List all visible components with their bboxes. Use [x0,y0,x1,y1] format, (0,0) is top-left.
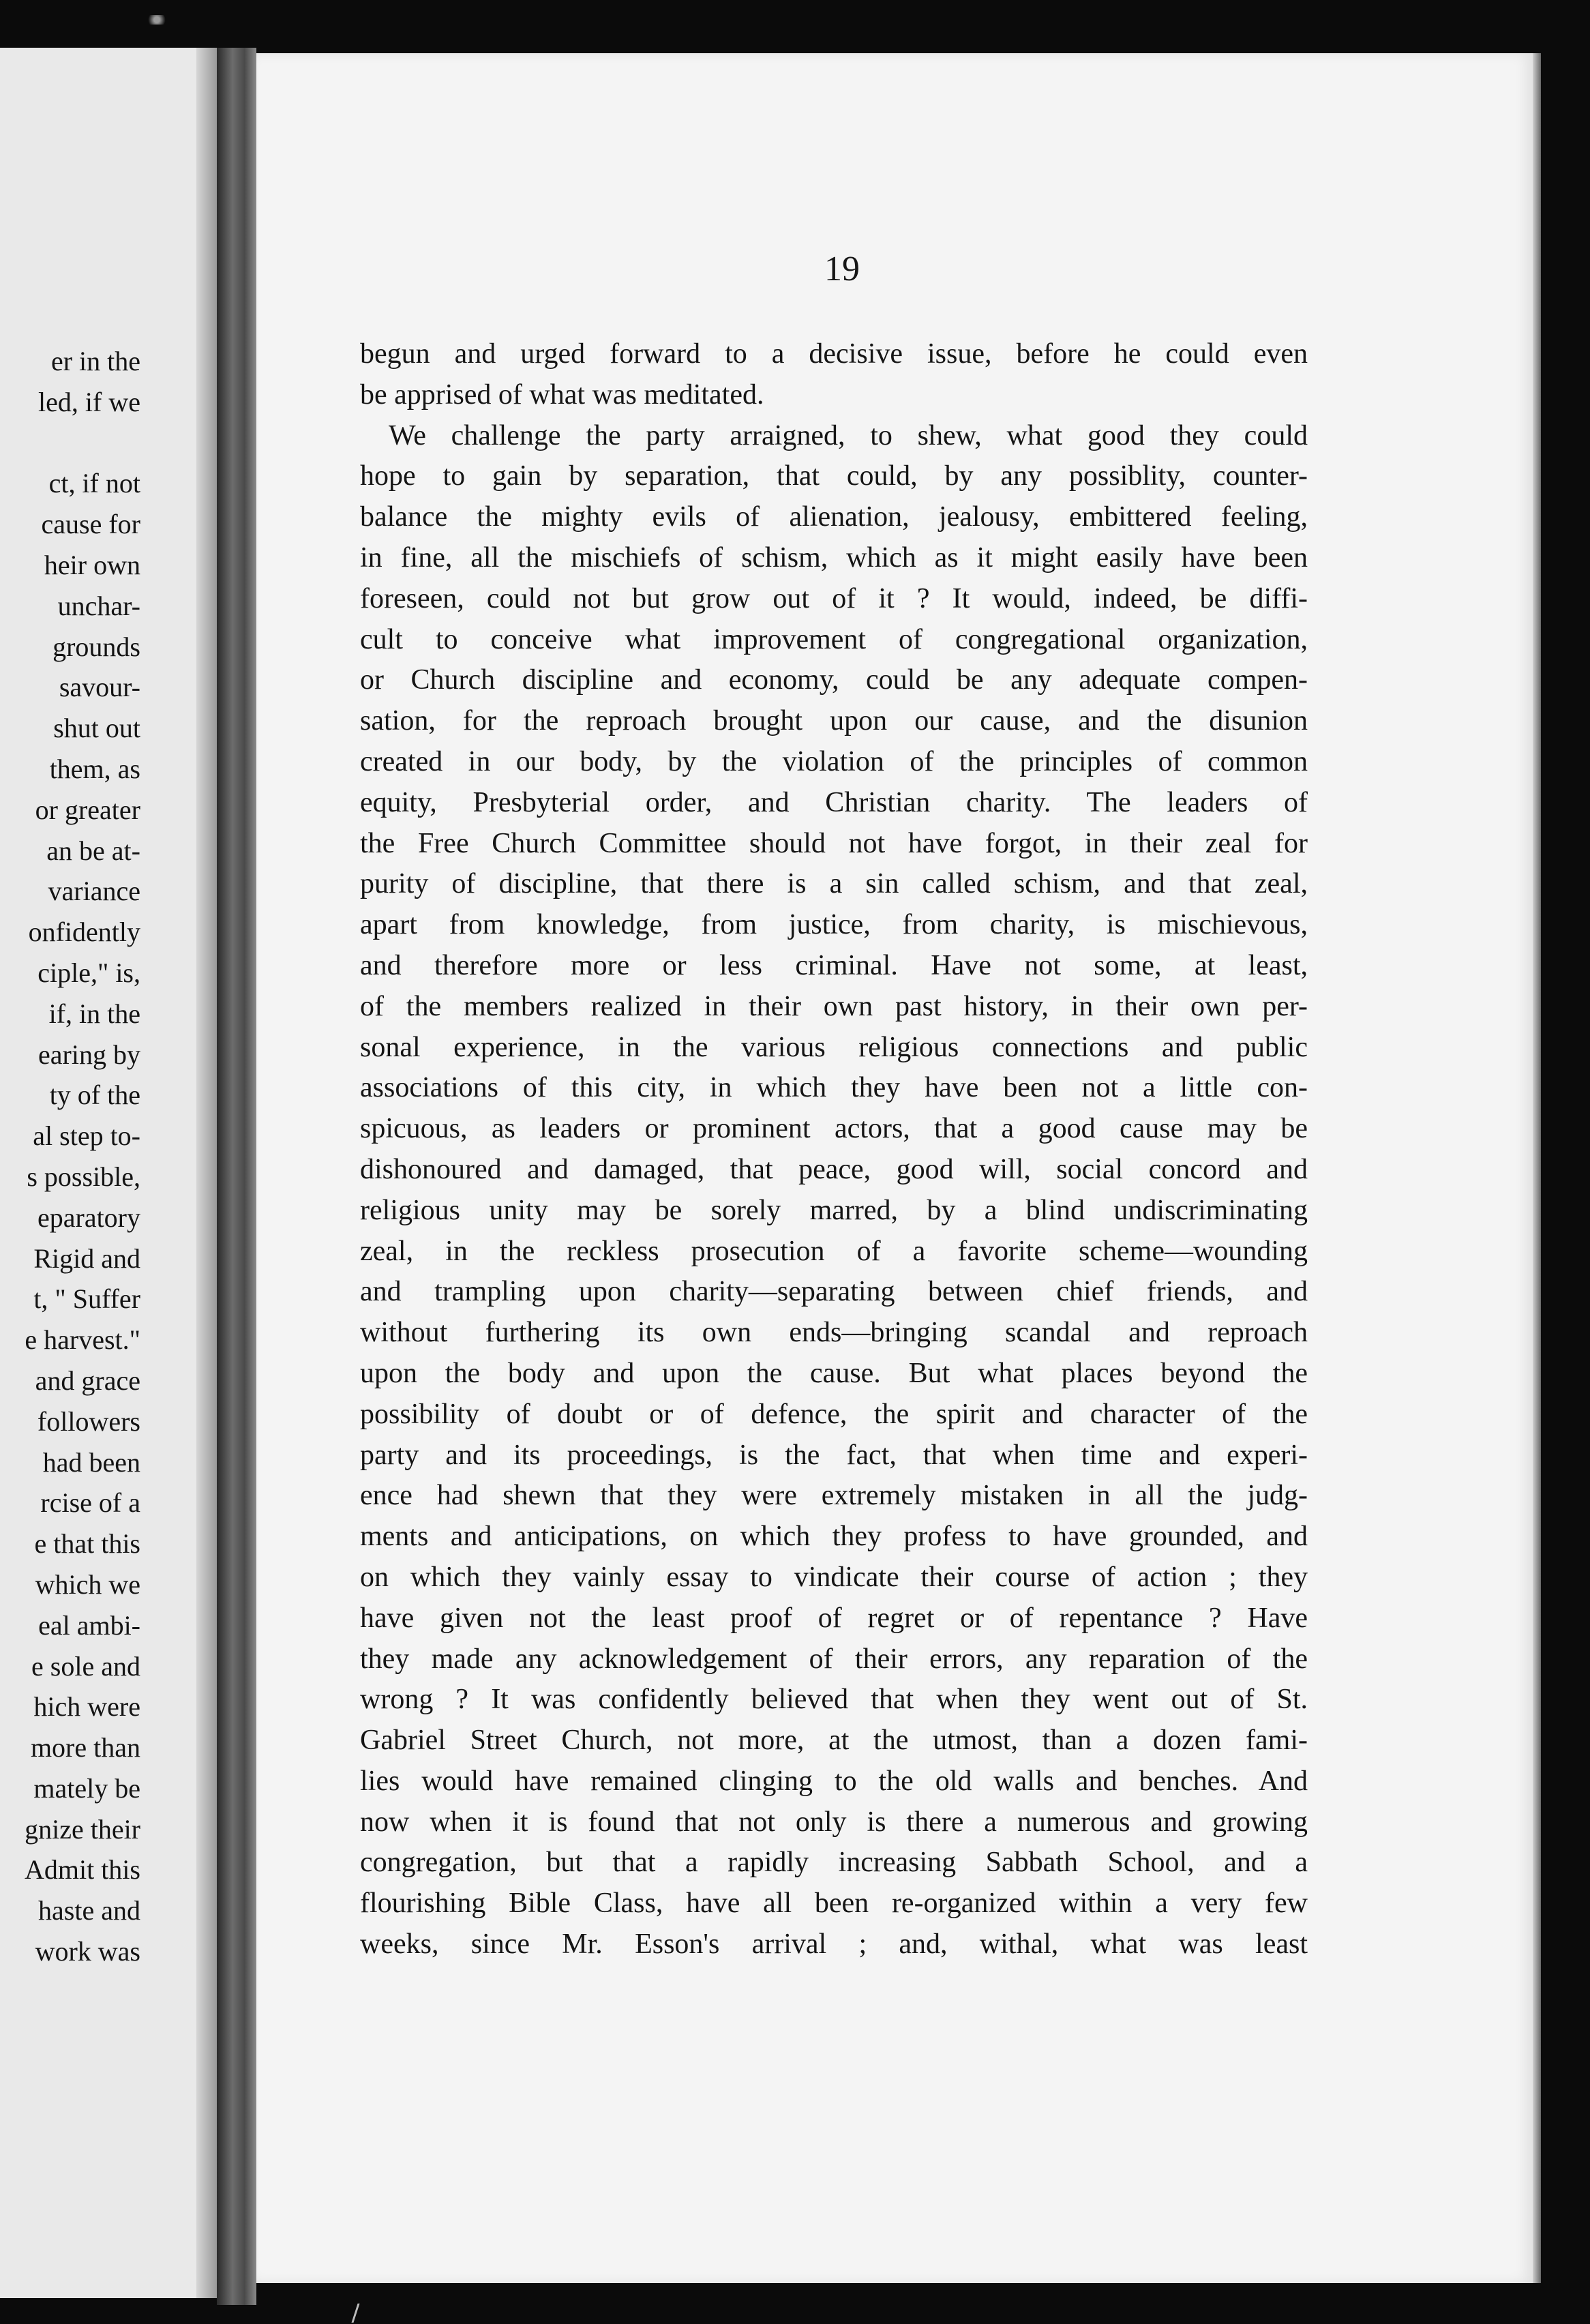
body-text [360,334,1308,1965]
text-line: be apprised of what was meditated. [360,378,764,411]
text-line: Gabriel Street Church, not more, at the utmost, than a dozen fami- [360,1725,1308,1757]
text-line: created in our body, by the violation of the principles of common [360,745,1308,777]
text-line: upon the body and upon the cause. But what places beyond the [360,1357,1308,1389]
previous-page-fragment [0,48,217,2298]
text-line: without furthering its own ends—bringing scandal and reproach [360,1317,1308,1349]
left-line: ciple," is, [38,957,140,988]
left-line: onfidently [28,917,140,948]
text-line: congregation, but that a rapidly increasing Sabbath School, and a [360,1847,1308,1879]
text-line: possibility of doubt or of defence, the spirit and character of the [360,1398,1308,1430]
left-line: haste and [38,1895,140,1926]
text-line: hope to gain by separation, that could, by any possiblity, counter- [360,460,1308,492]
left-line: e that this [34,1528,140,1560]
text-line: sonal experience, in the various religious connections and public [360,1031,1308,1063]
text-line: begun and urged forward to a decisive issue, before he could even [360,338,1308,370]
text-line: flourishing Bible Class, have all been re-organized within a very few [360,1888,1308,1920]
text-line: weeks, since Mr. Esson's arrival ; and, withal, what was least [360,1928,1308,1961]
text-line: zeal, in the reckless prosecution of a favorite scheme—wounding [360,1235,1308,1267]
left-line: variance [48,876,140,907]
text-line: equity, Presbyterial order, and Christian charity. The leaders of [360,786,1308,818]
page-edge [1533,53,1541,2283]
page-number: 19 [824,250,860,288]
left-line: unchar- [57,590,140,621]
text-line: have given not the least proof of regret or of repentance ? Have [360,1602,1308,1634]
text-line: ence had shewn that they were extremely mistaken in all the judg- [360,1480,1308,1512]
text-line: party and its proceedings, is the fact, that when time and experi- [360,1439,1308,1471]
text-line: spicuous, as leaders or prominent actors, that a good cause may be [360,1113,1308,1145]
left-line: or greater [35,794,140,825]
text-line: associations of this city, in which they have been not a little con- [360,1072,1308,1104]
left-line: eal ambi- [38,1609,140,1641]
book-spine [217,48,256,2305]
text-line: apart from knowledge, from justice, from charity, is mischievous, [360,909,1308,941]
left-line: gnize their [25,1813,140,1845]
left-line: er in the [50,346,140,376]
left-line: work was [35,1936,140,1967]
left-line: hich were [33,1691,140,1723]
text-line: the Free Church Committee should not have forgot, in their zeal for [360,827,1308,859]
left-line: if, in the [48,998,140,1029]
text-line: now when it is found that not only is there a numerous and growing [360,1806,1308,1838]
left-line: shut out [53,713,140,744]
text-line: wrong ? It was confidently believed that when they went out of St. [360,1684,1308,1716]
left-line: Admit this [24,1854,140,1886]
text-line: lies would have remained clinging to the old walls and benches. And [360,1765,1308,1797]
left-line: ct, if not [48,468,140,499]
left-line: earing by [38,1039,140,1070]
left-line: e harvest." [25,1324,140,1356]
left-line: which we [35,1568,140,1600]
previous-page-text [0,341,140,1972]
gutter-shadow [196,48,217,2298]
left-line: cause for [41,509,140,540]
left-line: mately be [33,1772,140,1804]
text-line: balance the mighty evils of alienation, jealousy, embittered feeling, [360,501,1308,533]
left-line: them, as [49,753,140,784]
scan-speck [143,15,170,25]
left-line [0,423,140,464]
left-line: t, " Suffer [33,1283,140,1315]
text-line: on which they vainly essay to vindicate their course of action ; they [360,1561,1308,1593]
text-line: they made any acknowledgement of their errors, any reparation of the [360,1643,1308,1675]
left-line: ty of the [49,1079,140,1111]
text-line: cult to conceive what improvement of congregational organization, [360,623,1308,655]
left-line: eparatory [37,1202,140,1233]
left-line: Rigid and [33,1242,140,1274]
left-line: rcise of a [40,1487,140,1519]
text-line: ments and anticipations, on which they profess to have grounded, and [360,1521,1308,1553]
left-line: had been [42,1446,140,1478]
text-line: and therefore more or less criminal. Have not some, at least, [360,949,1308,981]
text-line: religious unity may be sorely marred, by a blind undiscriminating [360,1194,1308,1226]
left-line: followers [37,1405,140,1437]
text-line: We challenge the party arraigned, to shew, what good they could [389,419,1308,451]
text-line: foreseen, could not but grow out of it ? It would, indeed, be diffi- [360,582,1308,614]
text-line: dishonoured and damaged, that peace, good will, social concord and [360,1153,1308,1185]
text-line: in fine, all the mischiefs of schism, which as it might easily have been [360,541,1308,573]
left-line: led, if we [38,386,140,417]
left-line: e sole and [31,1650,140,1682]
text-line: or Church discipline and economy, could be any adequate compen- [360,664,1308,696]
left-line: savour- [59,672,140,703]
text-line: of the members realized in their own past history, in their own per- [360,990,1308,1022]
text-line: purity of discipline, that there is a sin called schism, and that zeal, [360,868,1308,900]
left-line: and grace [35,1365,140,1396]
left-line: heir own [44,549,140,580]
left-line: al step to- [33,1120,140,1152]
left-line: grounds [52,631,140,662]
left-line: s possible, [27,1161,140,1192]
left-line: an be at- [46,835,140,866]
left-line: more than [30,1732,140,1763]
scan-mark [351,2304,373,2323]
text-line: and trampling upon charity—separating between chief friends, and [360,1276,1308,1308]
text-line: sation, for the reproach brought upon our cause, and the disunion [360,705,1308,737]
